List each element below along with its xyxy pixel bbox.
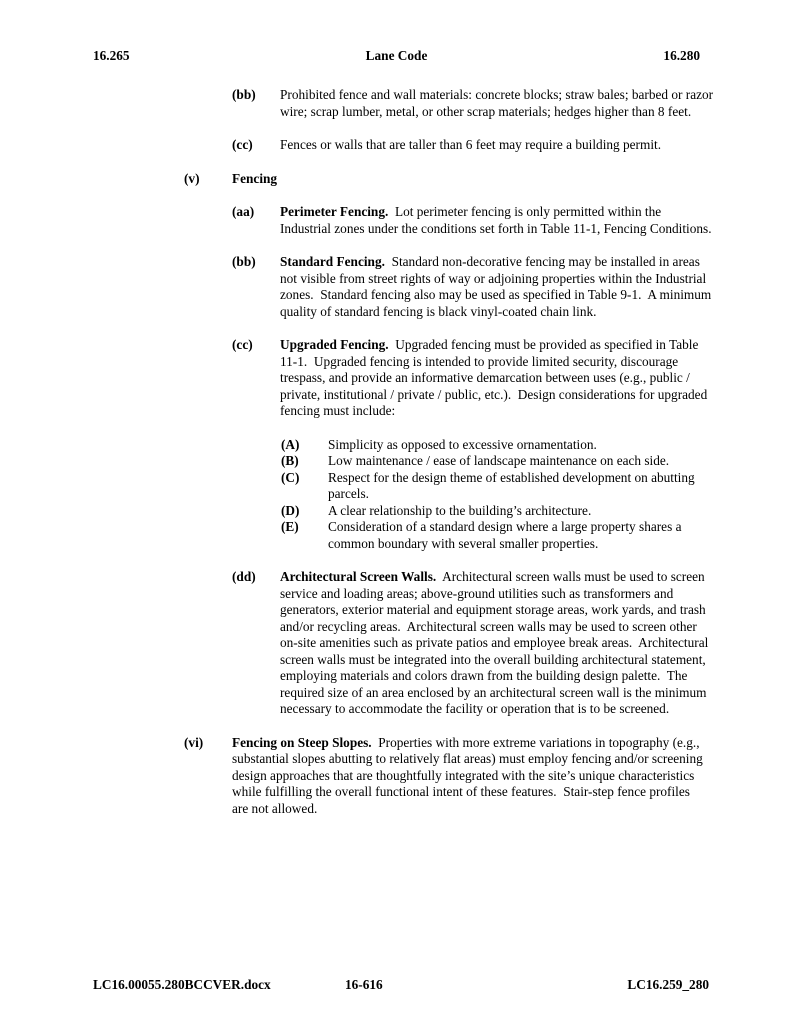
section-heading: Fencing (232, 170, 278, 186)
header-section-number-right: 16.280 (663, 48, 700, 63)
subclause-body: A clear relationship to the building’s architecture. (328, 502, 592, 518)
subclause-label: (C) (281, 469, 300, 485)
section-heading: Fencing on Steep Slopes. (232, 734, 372, 750)
subclause-text (328, 470, 712, 503)
subclause-label: (A) (281, 436, 300, 452)
subclause-text (328, 503, 712, 520)
clause-heading: Architectural Screen Walls. (280, 569, 437, 584)
clause-heading: Standard Fencing. (280, 254, 385, 269)
clause-body: Prohibited fence and wall materials: concrete blocks; straw bales; barbed or razor wire; scrap lumber, metal, or other scrap materials; hedges higher than 8 feet. (280, 87, 717, 119)
subclause-body: Low maintenance / ease of landscape maintenance on each side. (328, 453, 670, 468)
clause-cc-building-permit (0, 137, 800, 154)
clause-body: Lot perimeter fencing is only permitted within the Industrial zones under the conditions set forth in Table 11-1, Fencing Conditions. (280, 204, 712, 236)
clause-dd-architectural-screen-walls (0, 569, 800, 718)
subclause-d (0, 503, 800, 520)
section-label: (vi) (184, 734, 204, 750)
clause-text (232, 735, 708, 818)
subclause-label: (E) (281, 519, 299, 534)
subclause-body: Respect for the design theme of established development on abutting parcels. (328, 469, 699, 501)
subclause-e (0, 519, 800, 552)
clause-body: Fences or walls that are taller than 6 feet may require a building permit. (280, 137, 662, 152)
page-header (93, 48, 700, 65)
clause-body: Standard non-decorative fencing may be installed in areas not visible from street rights of way or adjoining properties within the Industrial zones. Standard fencing also may be used as specified in Table 9-1. A minimum quality of standard fencing is black vinyl-coated chain link. (280, 254, 715, 319)
subclause-body: Simplicity as opposed to excessive ornamentation. (328, 436, 597, 452)
clause-label: (bb) (232, 87, 256, 102)
subclause-b (0, 453, 800, 470)
section-body: Properties with more extreme variations in topography (e.g., substantial slopes abutting to relatively flat areas) must employ fencing and/or screening design approaches that are thoughtfully integrated with the site’s unique characteristics while fulfilling the overall functional intent of these features. Stair-step fence profiles are not allowed. (232, 734, 707, 816)
clause-text (280, 337, 714, 420)
subclause-text (328, 453, 712, 470)
design-considerations-list (0, 437, 800, 553)
subclause-c (0, 470, 800, 503)
clause-label: (bb) (232, 254, 256, 269)
clause-aa-perimeter-fencing (0, 204, 800, 237)
clause-label: (cc) (232, 337, 253, 352)
section-label: (v) (184, 170, 200, 186)
subclause-text (328, 437, 712, 454)
clause-body: Upgraded fencing must be provided as specified in Table 11-1. Upgraded fencing is intended to provide limited security, discourage trespass, and provide an informative demarcation between uses (e.g., public / private, institutional / private / public, etc.). Design considerations for upgraded fencing must include: (280, 337, 711, 418)
section-vi-fencing-steep-slopes (0, 735, 800, 818)
clause-label: (cc) (232, 137, 253, 152)
clause-cc-upgraded-fencing (0, 337, 800, 420)
document-body (0, 87, 800, 834)
section-v-fencing (0, 171, 800, 188)
clause-heading: Upgraded Fencing. (280, 337, 389, 352)
clause-label: (aa) (232, 204, 255, 219)
clause-text (280, 87, 717, 120)
clause-heading: Perimeter Fencing. (280, 204, 389, 219)
clause-text (280, 254, 714, 320)
section-heading-wrap (232, 171, 708, 188)
clause-text (280, 204, 714, 237)
header-section-number-left: 16.265 (93, 48, 130, 63)
subclause-a (0, 437, 800, 454)
clause-text (280, 569, 714, 718)
subclause-body: Consideration of a standard design where a large property shares a common boundary with several smaller properties. (328, 519, 685, 551)
clause-bb-standard-fencing (0, 254, 800, 320)
footer-filename: LC16.00055.280BCCVER.docx (93, 977, 271, 992)
header-document-title: Lane Code (365, 48, 428, 63)
clause-label: (dd) (232, 569, 256, 584)
clause-text (280, 137, 714, 154)
clause-bb-prohibited-materials (0, 87, 800, 120)
footer-doc-reference: LC16.259_280 (627, 977, 709, 992)
clause-body: Architectural screen walls must be used to screen service and loading areas; above-ground utilities such as transformers and generators, exterior material and equipment storage areas, work yards, and trash and/or recycling areas. Architectural screen walls may be used to screen other on-site amenities such as private patios and employee break areas. Architectural screen walls must be integrated into the overall building architectural statement, employing materials and colors drawn from the building design palette. The required size of an area enclosed by an architectural screen wall is the minimum necessary to accommodate the facility or operation that is to be screened. (280, 569, 712, 716)
subclause-label: (B) (281, 453, 299, 468)
subclause-label: (D) (281, 502, 300, 518)
footer-page-number: 16-616 (345, 977, 383, 992)
subclause-text (328, 519, 712, 552)
